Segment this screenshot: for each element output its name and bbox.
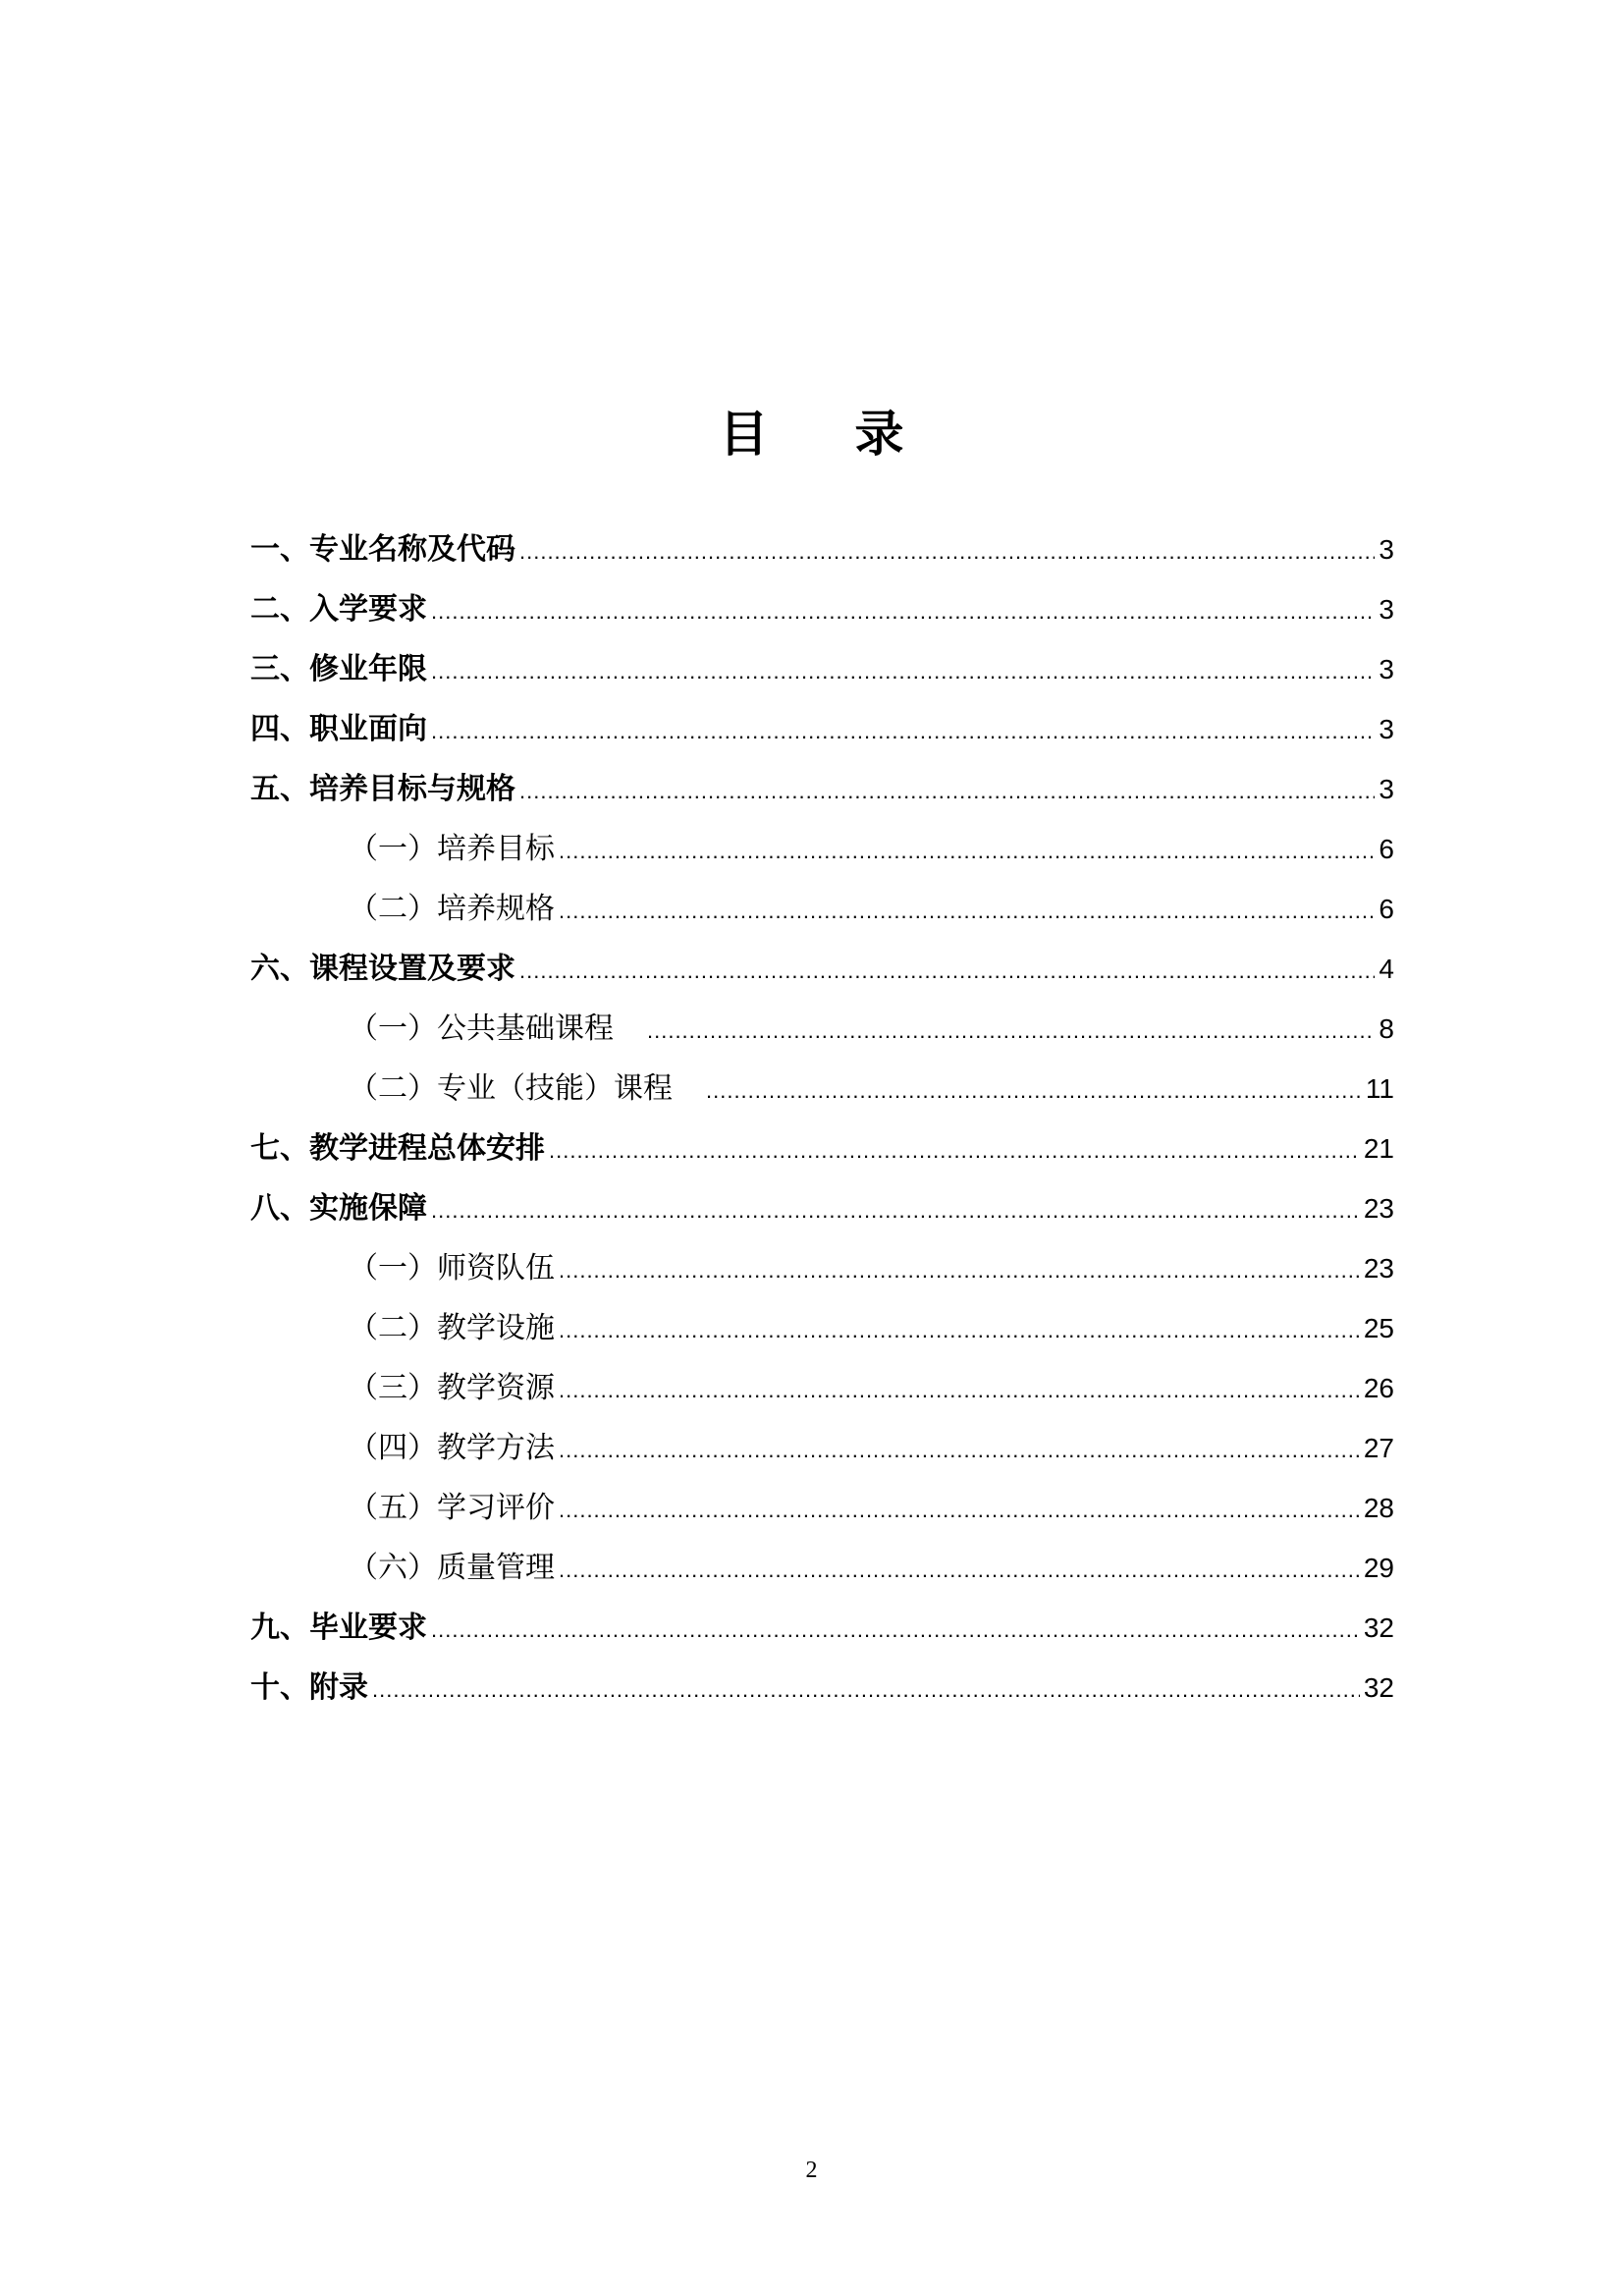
toc-title-char-1: 目 [719,404,769,463]
toc-entry[interactable] [250,944,1394,987]
toc-dot-leader [559,839,1375,864]
toc-entry-page: 32 [1363,1672,1394,1703]
toc-entry-page: 27 [1363,1433,1394,1463]
toc-entry-label: （四）教学方法 [349,1431,555,1465]
toc-entry-label: （二）培养规格 [349,892,555,926]
toc-entry[interactable] [250,1123,1394,1167]
toc-dot-leader [559,899,1375,924]
toc-entry-label: （五）学习评价 [349,1491,555,1525]
toc-entry-label: （一）师资队伍 [349,1251,555,1285]
toc-dot-leader [706,1078,1362,1104]
toc-entry-page: 3 [1379,594,1394,625]
toc-subentry[interactable] [349,884,1394,927]
toc-dot-leader [559,1318,1360,1343]
toc-dot-leader [647,1018,1375,1044]
toc-dot-leader [559,1438,1360,1463]
toc-dot-leader [519,539,1375,565]
toc-title [0,405,1623,464]
toc-entry-label: （二）专业（技能）课程 [349,1071,702,1106]
toc-entry[interactable] [250,1603,1394,1646]
toc-subentry[interactable] [349,824,1394,867]
toc-entry-page: 3 [1379,774,1394,804]
toc-subentry[interactable] [349,1004,1394,1047]
toc-entry[interactable] [250,584,1394,628]
toc-subentry[interactable] [349,1423,1394,1466]
toc-entry-page: 3 [1379,714,1394,744]
toc-entry[interactable] [250,764,1394,807]
toc-entry-label: 五、培养目标与规格 [250,772,515,806]
toc-dot-leader [559,1498,1360,1523]
toc-entry-page: 8 [1379,1013,1394,1044]
toc-subentry[interactable] [349,1483,1394,1526]
toc-entry-page: 29 [1363,1553,1394,1583]
toc-entry[interactable] [250,1183,1394,1227]
toc-subentry[interactable] [349,1303,1394,1346]
toc-entry-label: 八、实施保障 [250,1191,427,1226]
toc-title-char-2: 录 [854,404,904,463]
toc-entry-page: 6 [1379,834,1394,864]
toc-entry-page: 21 [1363,1133,1394,1164]
toc-entry-page: 3 [1379,534,1394,565]
toc-entry-page: 6 [1379,894,1394,924]
toc-dot-leader [431,1617,1360,1643]
toc-entry-page: 4 [1379,954,1394,984]
toc-entry-page: 3 [1379,654,1394,684]
toc-entry-label: 四、职业面向 [250,712,427,746]
toc-entry[interactable] [250,524,1394,568]
toc-dot-leader [559,1558,1360,1583]
toc-entry-page: 11 [1365,1073,1394,1104]
toc-dot-leader [372,1677,1360,1703]
toc-dot-leader [519,958,1375,984]
toc-entry[interactable] [250,704,1394,747]
toc-entry-label: 十、附录 [250,1670,368,1705]
toc-entry-label: （六）质量管理 [349,1551,555,1585]
toc-dot-leader [431,599,1375,625]
toc-entry[interactable] [250,1663,1394,1706]
toc-subentry[interactable] [349,1243,1394,1286]
toc-dot-leader [431,719,1375,744]
toc-entry-page: 23 [1363,1193,1394,1224]
toc-entry-page: 25 [1363,1313,1394,1343]
toc-subentry[interactable] [349,1064,1394,1107]
toc-entry-label: （三）教学资源 [349,1371,555,1405]
toc-subentry[interactable] [349,1363,1394,1406]
toc-entry-label: （一）公共基础课程 [349,1011,643,1046]
toc-entry-label: 七、教学进程总体安排 [250,1131,545,1166]
toc-dot-leader [431,659,1375,684]
toc-dot-leader [559,1378,1360,1403]
toc-dot-leader [519,779,1375,804]
toc-dot-leader [431,1198,1360,1224]
toc-entry-page: 28 [1363,1493,1394,1523]
toc-entry-label: 六、课程设置及要求 [250,952,515,986]
toc-entry-label: 二、入学要求 [250,592,427,627]
toc-subentry[interactable] [349,1543,1394,1586]
toc-entry-page: 23 [1363,1253,1394,1284]
toc-entry-label: （一）培养目标 [349,832,555,866]
toc-entry-label: 三、修业年限 [250,652,427,686]
toc-entry-label: （二）教学设施 [349,1311,555,1345]
toc-entry-label: 一、专业名称及代码 [250,532,515,567]
toc-entry[interactable] [250,644,1394,687]
page-number: 2 [805,2158,818,2183]
toc-dot-leader [549,1138,1360,1164]
toc-entry-label: 九、毕业要求 [250,1611,427,1645]
toc-entry-page: 32 [1363,1613,1394,1643]
toc-entry-page: 26 [1363,1373,1394,1403]
toc-dot-leader [559,1258,1360,1284]
